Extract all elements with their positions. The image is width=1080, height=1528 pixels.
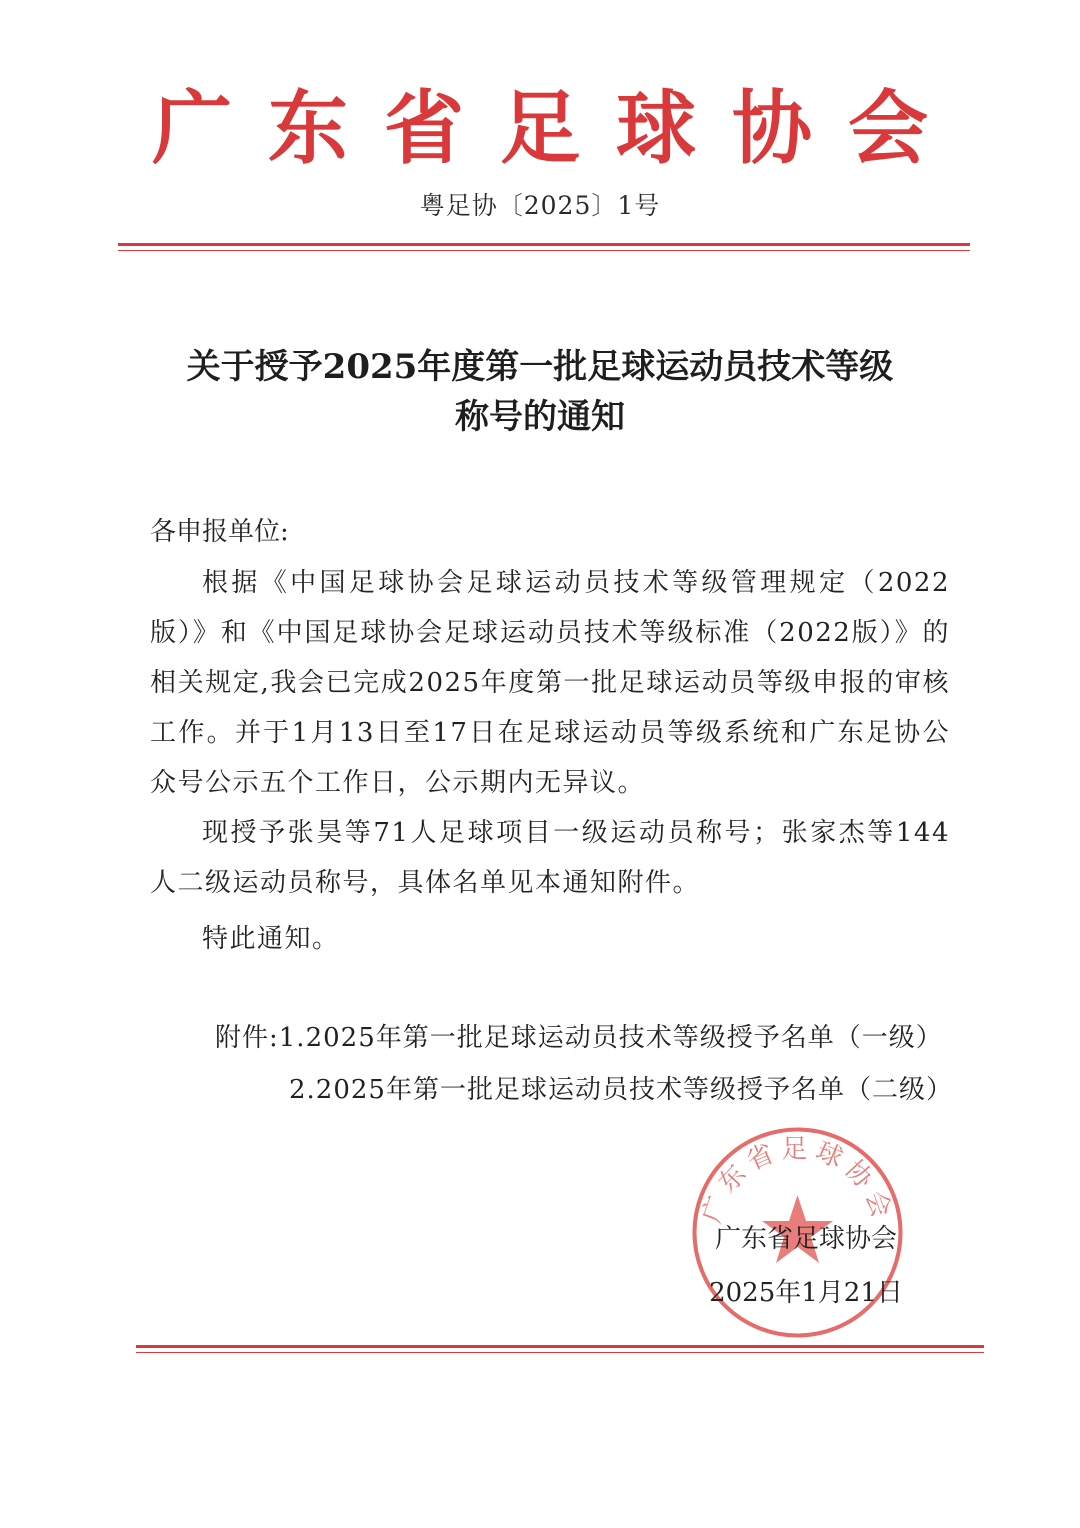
body-paragraph-2: 现授予张昊等71人足球项目一级运动员称号；张家杰等144人二级运动员称号，具体名单见本通知附件。 xyxy=(150,818,950,898)
attachment-item-1: 1.2025年第一批足球运动员技术等级授予名单（一级） xyxy=(278,1023,943,1053)
signature-date: 2025年1月21日 xyxy=(709,1278,903,1308)
attachment-row-2 xyxy=(215,1064,953,1116)
title-line-2: 称号的通知 xyxy=(455,397,625,437)
attachments-list xyxy=(215,1012,953,1116)
attachments-label: 附件: xyxy=(215,1023,279,1053)
header-divider xyxy=(118,243,970,246)
document-title xyxy=(100,342,980,442)
attachment-item-2: 2.2025年第一批足球运动员技术等级授予名单（二级） xyxy=(289,1075,953,1105)
document-number: 粤足协〔2025〕1号 xyxy=(419,191,661,220)
organization-header: 广东省足球协会 xyxy=(152,81,964,175)
signature-organization: 广东省足球协会 xyxy=(714,1224,897,1254)
seal-text: 广东省足球协会 xyxy=(696,1134,899,1227)
signature-block xyxy=(686,1212,926,1320)
body-paragraph-1: 根据《中国足球协会足球运动员技术等级管理规定（2022版）》和《中国足球协会足球运动员技术等级标准（2022版）》的相关规定,我会已完成2025年度第一批足球运动员等级申报的审核工作。并于1月13日至17日在足球运动员等级系统和广东足协公众号公示五个工作日，公示期内无异议。 xyxy=(150,568,950,798)
attachment-row-1 xyxy=(215,1012,953,1064)
footer-divider xyxy=(136,1345,984,1348)
title-line-1: 关于授予2025年度第一批足球运动员技术等级 xyxy=(186,347,894,387)
body-paragraph-3: 特此通知。 xyxy=(202,924,340,954)
salutation: 各申报单位: xyxy=(150,517,289,547)
